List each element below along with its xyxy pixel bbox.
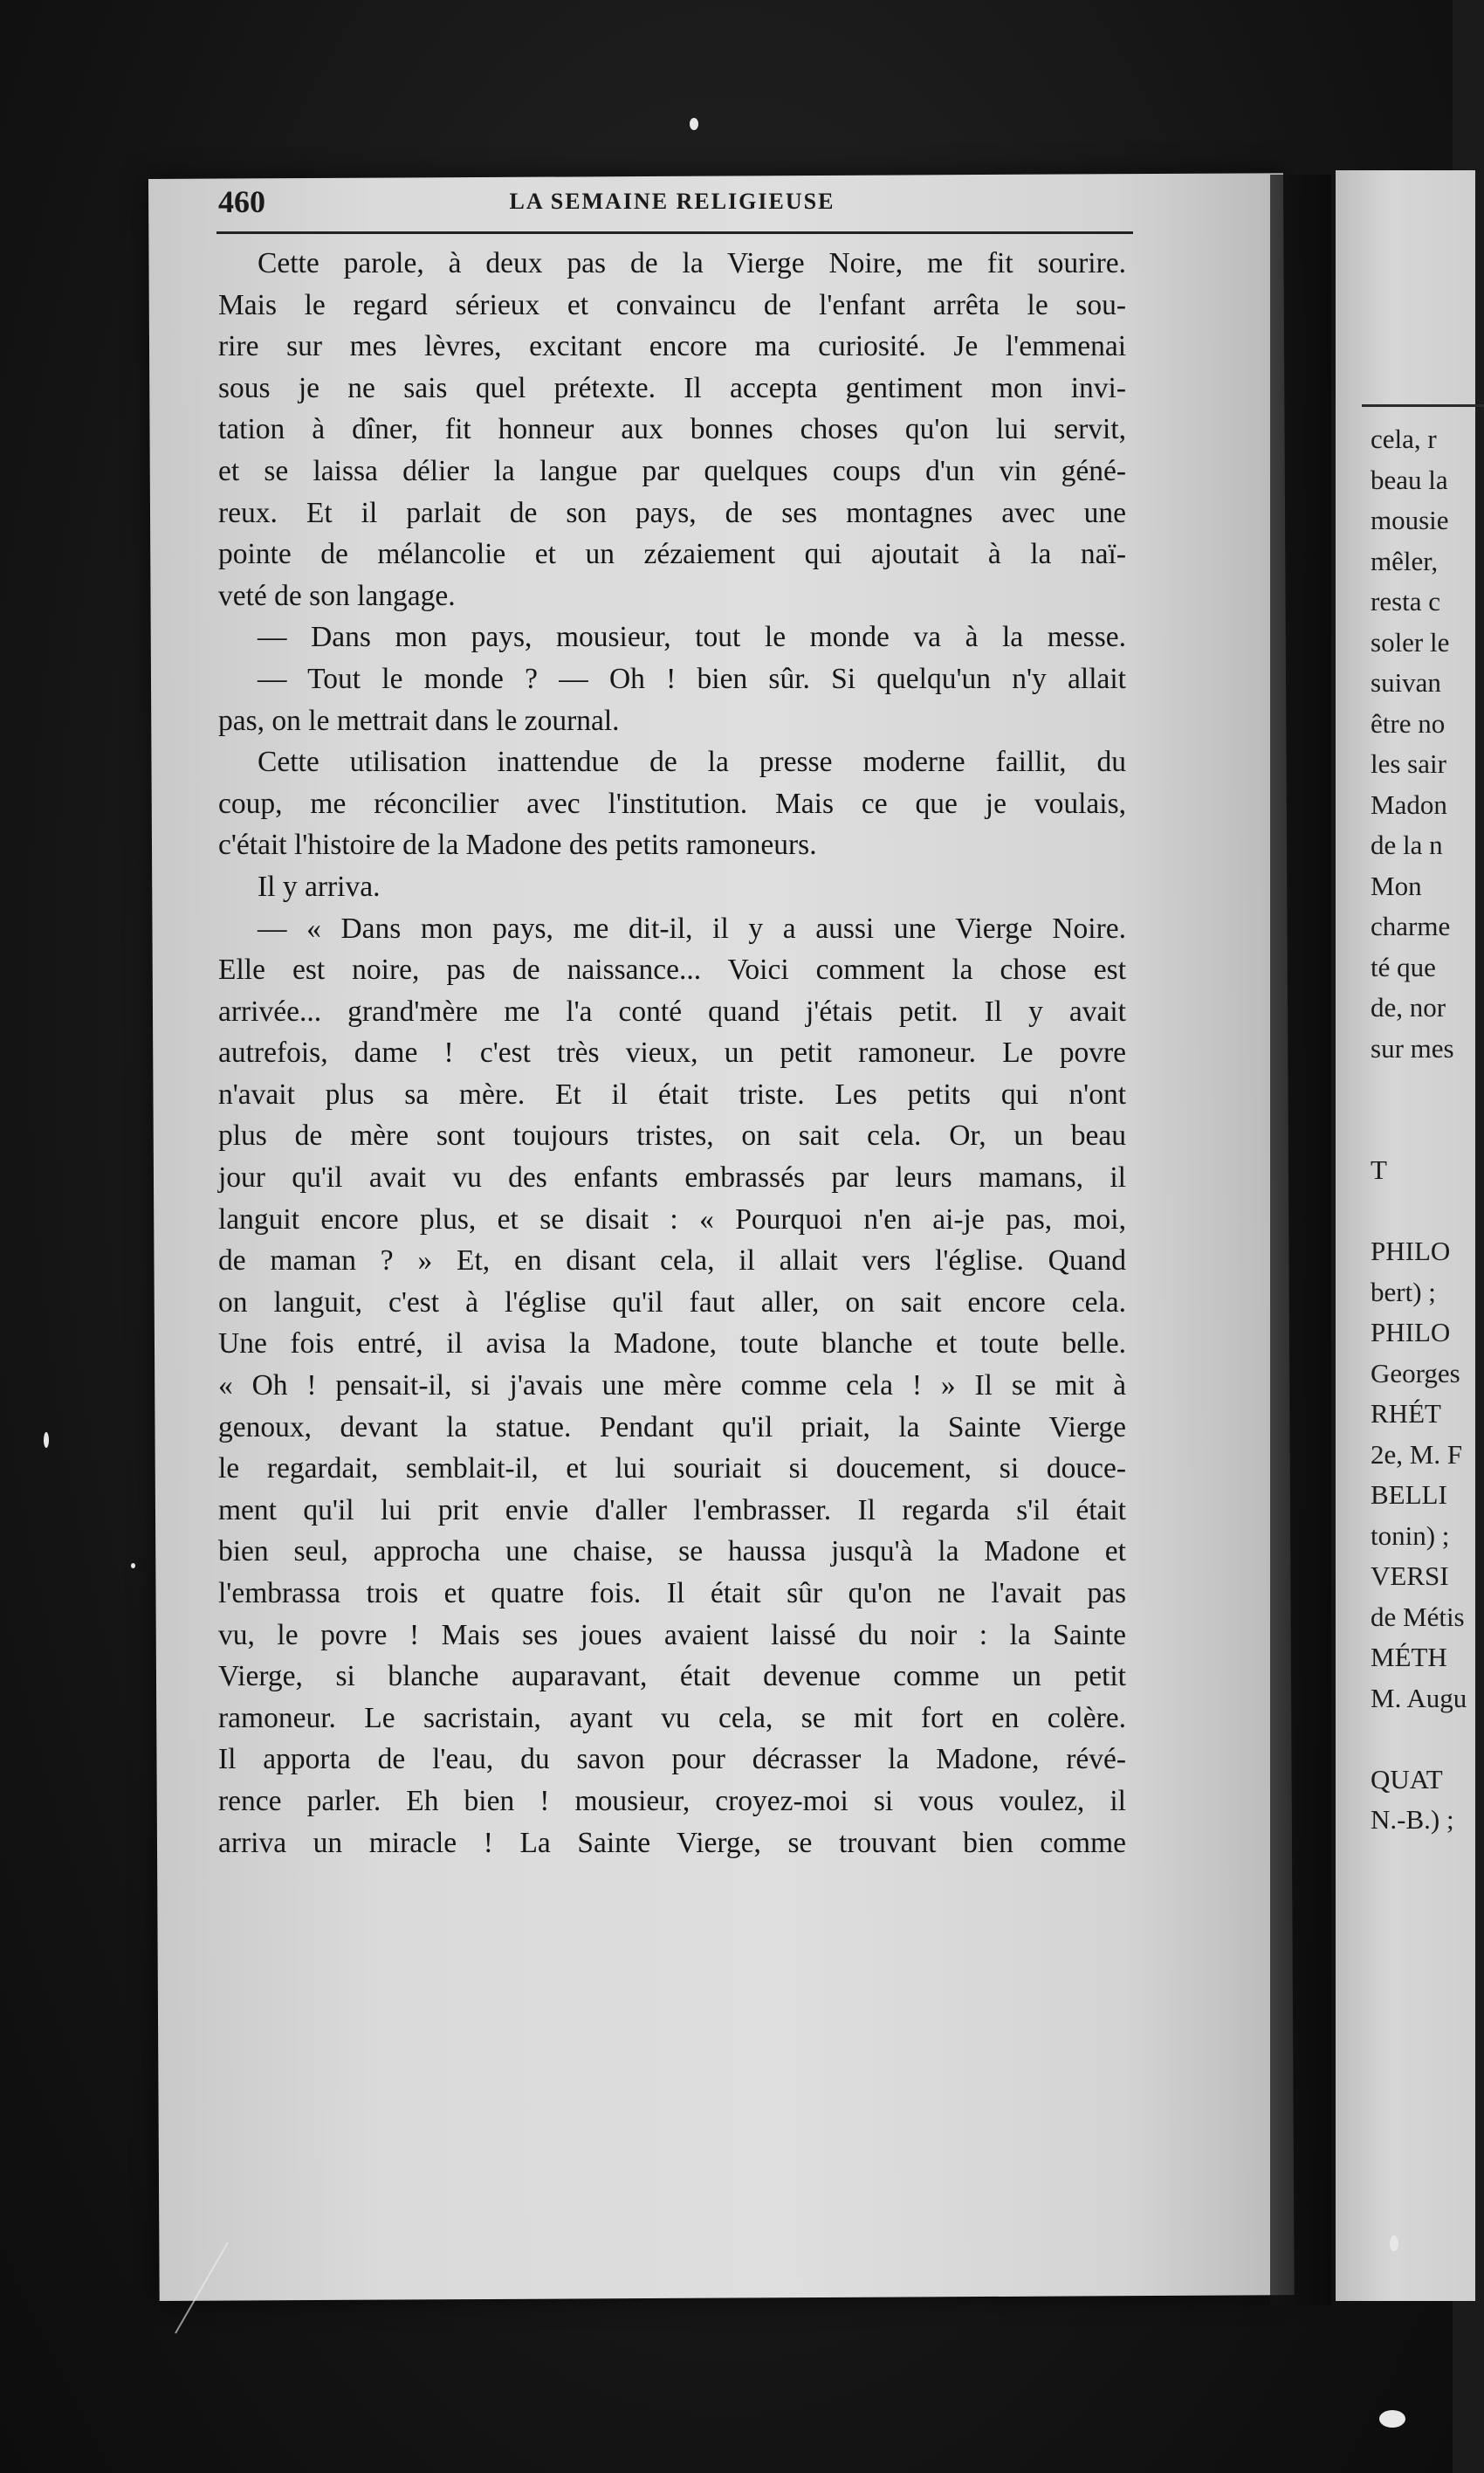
text-line: rence parler. Eh bien ! mousieur, croyez-moi si vous voulez, il xyxy=(218,1784,1126,1817)
film-speck xyxy=(1390,2235,1398,2251)
facing-page-line: Mon xyxy=(1371,870,1422,901)
page-body-text xyxy=(218,243,1126,1863)
facing-page-line: Georges xyxy=(1371,1357,1460,1388)
facing-page-line: les sair xyxy=(1371,748,1446,779)
text-line: on languit, c'est à l'église qu'il faut aller, on sait encore cela. xyxy=(218,1285,1126,1319)
text-line: sous je ne sais quel prétexte. Il accepta gentiment mon invi- xyxy=(218,371,1126,404)
text-line: autrefois, dame ! c'est très vieux, un petit ramoneur. Le povre xyxy=(218,1037,1126,1070)
text-line: — Tout le monde ? — Oh ! bien sûr. Si quelqu'un n'y allait xyxy=(258,662,1126,695)
facing-page-line: beau la xyxy=(1371,464,1448,495)
running-head: LA SEMAINE RELIGIEUSE xyxy=(509,189,835,214)
header-rule xyxy=(216,231,1133,234)
facing-page-line: T xyxy=(1371,1154,1387,1185)
facing-page-line: 2e, M. F xyxy=(1371,1438,1463,1470)
text-line: veté de son langage. xyxy=(218,579,456,612)
film-speck xyxy=(131,1563,135,1568)
text-line: Cette parole, à deux pas de la Vierge Noire, me fit sourire. xyxy=(258,247,1126,279)
text-line: pas, on le mettrait dans le zournal. xyxy=(218,704,620,737)
film-speck xyxy=(1379,2410,1405,2428)
text-line: rire sur mes lèvres, excitant encore ma curiosité. Je l'emmenai xyxy=(218,330,1126,363)
facing-page-line: resta c xyxy=(1371,586,1441,617)
facing-page-line: suivan xyxy=(1371,667,1441,698)
facing-page-line: Madon xyxy=(1371,789,1447,820)
text-line: de maman ? » Et, en disant cela, il allait vers l'église. Quand xyxy=(218,1244,1126,1278)
text-line: Il apporta de l'eau, du savon pour décrasser la Madone, révé- xyxy=(218,1743,1126,1776)
facing-page-line: M. Augu xyxy=(1371,1682,1467,1713)
text-line: reux. Et il parlait de son pays, de ses montagnes avec une xyxy=(218,496,1126,529)
text-line: jour qu'il avait vu des enfants embrassés par leurs mamans, il xyxy=(218,1161,1126,1195)
film-speck xyxy=(44,1432,49,1448)
text-line: bien seul, approcha une chaise, se haussa jusqu'à la Madone et xyxy=(218,1535,1126,1568)
text-line: le regardait, semblait-il, et lui souriait si doucement, si douce- xyxy=(218,1452,1126,1485)
page-header xyxy=(218,183,1126,236)
facing-page-line: de Métis xyxy=(1371,1601,1465,1632)
text-line: — Dans mon pays, mousieur, tout le monde va à la messe. xyxy=(258,621,1126,654)
text-line: pointe de mélancolie et un zézaiement qui ajoutait à la naï- xyxy=(218,538,1126,571)
text-line: genoux, devant la statue. Pendant qu'il priait, la Sainte Vierge xyxy=(218,1410,1126,1443)
text-line: Cette utilisation inattendue de la presse moderne faillit, du xyxy=(258,746,1126,779)
facing-page-line: de, nor xyxy=(1371,992,1446,1023)
facing-page-line: PHILO xyxy=(1371,1236,1451,1266)
text-line: ramoneur. Le sacristain, ayant vu cela, se mit fort en colère. xyxy=(218,1701,1126,1734)
facing-page-line: bert) ; xyxy=(1371,1276,1436,1307)
text-line: arrivée... grand'mère me l'a conté quand j'étais petit. Il y avait xyxy=(218,995,1126,1028)
text-line: Une fois entré, il avisa la Madone, toute blanche et toute belle. xyxy=(218,1327,1126,1360)
text-line: Vierge, si blanche auparavant, était devenue comme un petit xyxy=(218,1660,1126,1693)
text-line: « Oh ! pensait-il, si j'avais une mère comme cela ! » Il se mit à xyxy=(218,1369,1126,1402)
facing-page-header-rule xyxy=(1362,404,1484,407)
facing-page-line: être no xyxy=(1371,707,1446,739)
text-line: vu, le povre ! Mais ses joues avaient laissé du noir : la Sainte xyxy=(218,1618,1126,1651)
facing-page-line: PHILO xyxy=(1371,1317,1451,1347)
facing-page-line: soler le xyxy=(1371,626,1450,658)
text-line: arriva un miracle ! La Sainte Vierge, se trouvant bien comme xyxy=(218,1826,1126,1859)
facing-page-line: de la n xyxy=(1371,830,1443,860)
facing-page-line: VERSI xyxy=(1371,1560,1449,1591)
facing-page xyxy=(1336,170,1475,2301)
facing-page-line: té que xyxy=(1371,951,1436,982)
text-line: n'avait plus sa mère. Et il était triste. Les petits qui n'ont xyxy=(218,1078,1126,1111)
facing-page-line: mêler, xyxy=(1371,545,1439,576)
facing-page-line: charme xyxy=(1371,911,1451,941)
facing-page-line: RHÉT xyxy=(1371,1398,1441,1429)
text-line: tation à dîner, fit honneur aux bonnes choses qu'on lui servit, xyxy=(218,413,1126,446)
text-line: coup, me réconcilier avec l'institution. Mais ce que je voulais, xyxy=(218,787,1126,820)
text-line: plus de mère sont toujours tristes, on sait cela. Or, un beau xyxy=(218,1119,1126,1153)
film-speck xyxy=(690,118,698,130)
facing-page-line: mousie xyxy=(1371,505,1449,535)
facing-page-line: sur mes xyxy=(1371,1032,1454,1064)
text-line: et se laissa délier la langue par quelques coups d'un vin géné- xyxy=(218,454,1126,487)
text-line: c'était l'histoire de la Madone des petits ramoneurs. xyxy=(218,829,817,862)
text-line: Mais le regard sérieux et convaincu de l'enfant arrêta le sou- xyxy=(218,288,1126,321)
facing-page-line: QUAT xyxy=(1371,1763,1443,1794)
facing-page-line: MÉTH xyxy=(1371,1642,1447,1672)
text-line: ment qu'il lui prit envie d'aller l'embrasser. Il regarda s'il était xyxy=(218,1493,1126,1526)
text-line: languit encore plus, et se disait : « Pourquoi n'en ai-je pas, moi, xyxy=(218,1202,1126,1236)
text-line: Elle est noire, pas de naissance... Voici comment la chose est xyxy=(218,954,1126,987)
facing-page-line: tonin) ; xyxy=(1371,1519,1450,1551)
facing-page-line: N.-B.) ; xyxy=(1371,1804,1454,1835)
facing-page-line: cela, r xyxy=(1371,424,1437,454)
text-line: — « Dans mon pays, me dit-il, il y a aussi une Vierge Noire. xyxy=(258,912,1126,945)
book-gutter xyxy=(1270,175,1331,2305)
facing-page-line: BELLI xyxy=(1371,1479,1447,1510)
text-line: l'embrassa trois et quatre fois. Il était sûr qu'on ne l'avait pas xyxy=(218,1577,1126,1609)
page-number: 460 xyxy=(218,184,265,219)
text-line: Il y arriva. xyxy=(258,870,381,903)
